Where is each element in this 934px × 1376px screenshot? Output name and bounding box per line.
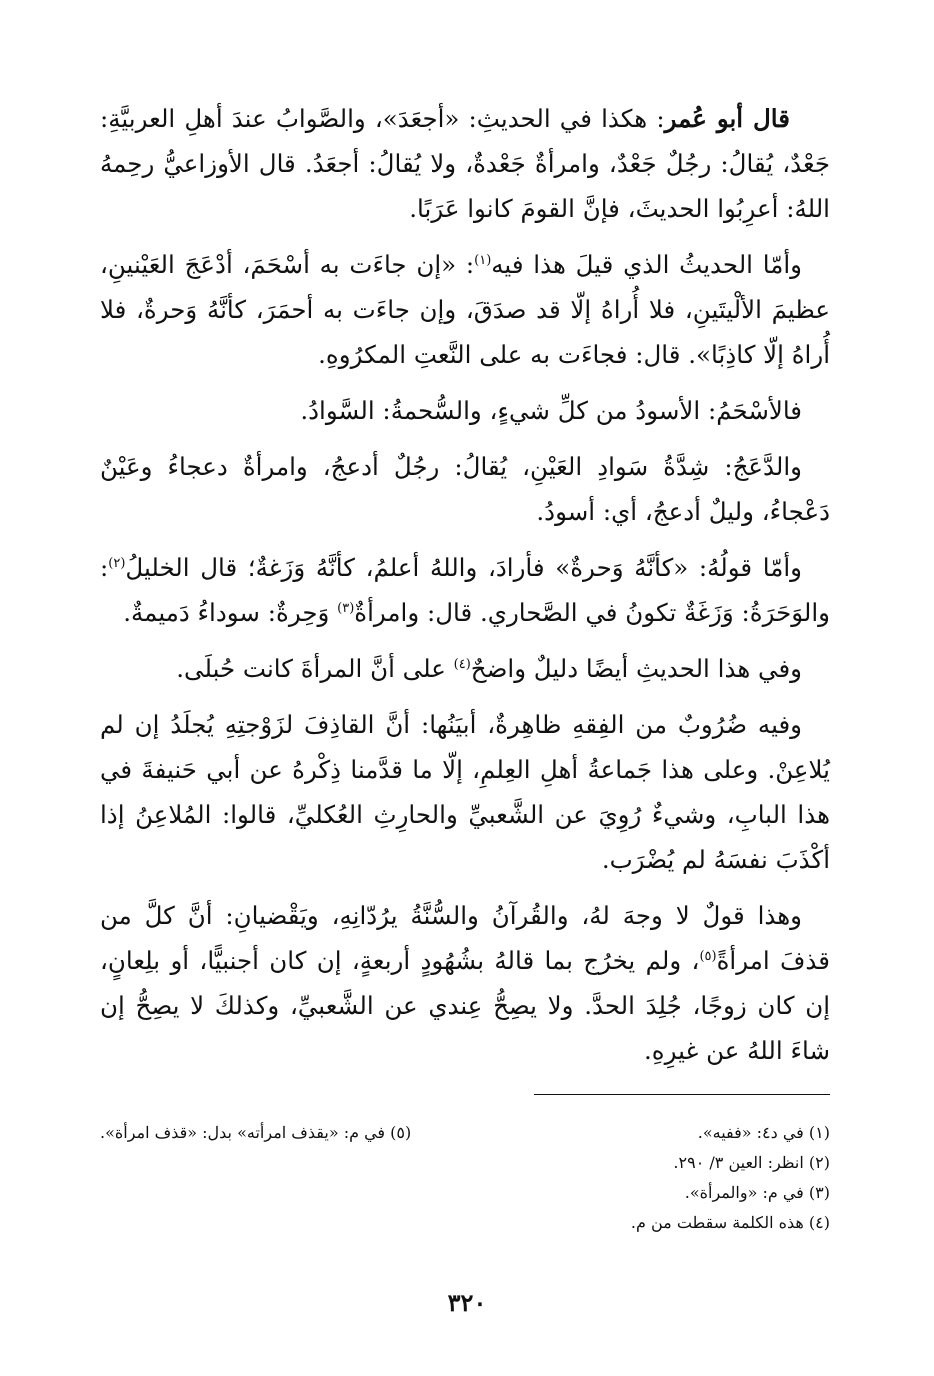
footnotes [100, 1118, 830, 1238]
paragraph-6-text-b: على أنَّ المرأةَ كانت حُبلَى. [176, 654, 454, 683]
footnote-4: (٤) هذه الكلمة سقطت من م. [630, 1213, 830, 1232]
footnote-ref-5: (٥) [699, 948, 717, 964]
paragraph-1-text: : هكذا في الحديثِ: «أجعَدَ»، والصَّوابُ عندَ أهلِ العربيَّةِ: جَعْدٌ، يُقالُ: رجُلٌ جَعْدٌ، وامرأةٌ جَعْدةٌ، ولا يُقالُ: أجعَدُ. قال الأوزاعيُّ رحِمهُ اللهُ: أعرِبُوا الحديثَ، فإنَّ القومَ كانوا عَرَبًا. [100, 104, 830, 223]
paragraph-2-text-b: : «إن جاءَت به أسْحَمَ، أدْعَجَ العَيْنينِ، عظيمَ الألْيتَينِ، فلا أُراهُ إلّا قد صدَقَ، وإن جاءَت به أحمَرَ، كأنَّهُ وَحرةٌ، فلا أُراهُ إلّا كاذِبًا». قال: فجاءَت به على النَّعتِ المكرُوهِ. [100, 250, 830, 369]
footnote-3: (٣) في م: «والمرأة». [684, 1183, 830, 1202]
paragraph-4 [100, 444, 830, 534]
footnote-ref-4: (٤) [453, 656, 471, 672]
footnote-ref-3: (٣) [337, 600, 355, 616]
footnote-5: (٥) في م: «يقذف امرأته» بدل: «قذف امرأة». [100, 1123, 412, 1142]
paragraph-7-text: وفيه ضُرُوبٌ من الفِقهِ ظاهِرةٌ، أبيَنُها: أنَّ القاذِفَ لزَوْجتِهِ يُجلَدُ إن لم يُلاعِنْ. وعلى هذا جَماعةُ أهلِ العِلمِ، إلّا ما قدَّمنا ذِكْرهُ عن أبي حَنيفةَ في هذا البابِ، وشيءٌ رُوِيَ عن الشَّعبيِّ والحارِثِ العُكليِّ، قالوا: المُلاعِنُ إذا أكْذَبَ نفسَهُ لم يُضْرَب. [100, 710, 830, 874]
paragraph-3 [100, 388, 830, 433]
paragraph-5-text-c: وَحِرةٌ: سوداءُ دَميمةٌ. [123, 598, 338, 627]
paragraph-5 [100, 545, 830, 635]
paragraph-8-text-b: ، ولم يخرُج بما قالهُ بشُهُودٍ أربعةٍ، إن كان أجنبيًّا، أو بلِعانٍ، إن كان زوجًا، جُلِدَ الحدَّ. ولا يصِحُّ عِندي عن الشَّعبيِّ، وكذلكَ لا يصِحُّ إن شاءَ اللهُ عن غيرِهِ. [100, 946, 830, 1065]
paragraph-8 [100, 893, 830, 1073]
paragraph-2-text-a: وأمّا الحديثُ الذي قيلَ هذا فيه [491, 250, 802, 279]
footnote-divider [534, 1094, 830, 1095]
paragraph-5-text-a: وأمّا قولُهُ: «كأنَّهُ وَحرةٌ» فأرادَ، واللهُ أعلمُ، كأنَّهُ وَزَغةٌ؛ قال الخليلُ [125, 553, 802, 582]
paragraph-3-text: فالأسْحَمُ: الأسودُ من كلِّ شيءٍ، والسُّحمةُ: السَّوادُ. [300, 396, 802, 425]
footnote-1: (١) في د٤: «ففيه». [697, 1123, 830, 1142]
paragraph-6 [100, 646, 830, 691]
speaker-name: قال أبو عُمر [664, 104, 790, 133]
footnote-row [100, 1118, 830, 1148]
paragraph-4-text: والدَّعَجُ: شِدَّةُ سَوادِ العَيْنِ، يُقالُ: رجُلٌ أدعجُ، وامرأةٌ دعجاءُ وعَيْنٌ دَعْجاءُ، وليلٌ أدعجُ، أي: أسودُ. [100, 452, 830, 526]
paragraph-8-text-a: وهذا قولٌ لا وجهَ لهُ، والقُرآنُ والسُّنَّةُ يرُدّانِهِ، ويَقْضيانِ: أنَّ كلَّ من قذفَ امرأةً [100, 901, 830, 975]
footnote-ref-1: (١) [474, 252, 492, 268]
main-text [100, 96, 830, 1084]
paragraph-2 [100, 242, 830, 377]
paragraph-1 [100, 96, 830, 231]
page-number: ٣٢٠ [447, 1288, 487, 1317]
paragraph-7 [100, 702, 830, 882]
footnote-ref-2: (٢) [108, 555, 126, 571]
paragraph-6-text-a: وفي هذا الحديثِ أيضًا دليلٌ واضحٌ [470, 654, 802, 683]
paragraph-5-text-b: : والوَحَرَةُ: وَزَغَةٌ تكونُ في الصَّحاري. قال: وامرأةٌ [100, 553, 830, 627]
footnote-2: (٢) انظر: العين ٣/ ٢٩٠. [673, 1153, 830, 1172]
